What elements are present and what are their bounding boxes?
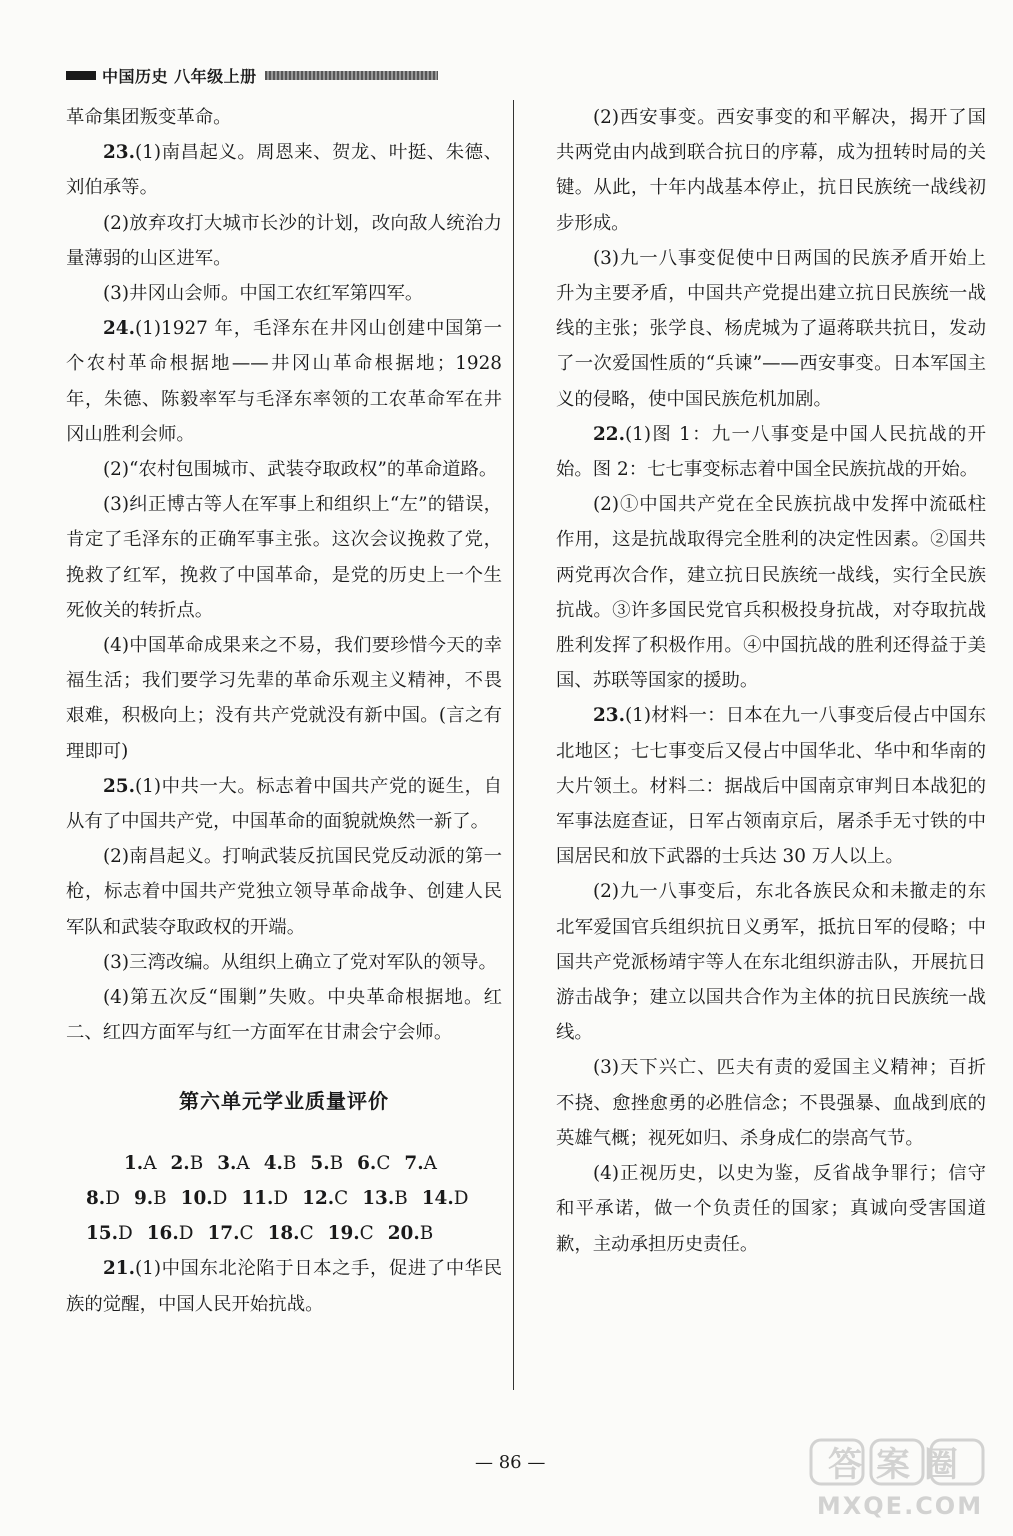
answer-text: (3)纠正博古等人在军事上和组织上“左”的错误，肯定了毛泽东的正确军事主张。这次会议挽救了党，挽救了红军，挽救了中国革命，是党的历史上一个生死攸关的转折点。 [66, 494, 502, 621]
choice-answer [147, 1223, 194, 1244]
choice-answer [124, 1153, 156, 1174]
choice-letter: D [118, 1223, 133, 1245]
choice-answer [217, 1153, 249, 1174]
answer-paragraph [66, 206, 502, 276]
choice-number: 1. [124, 1152, 144, 1174]
watermark-logo [805, 1432, 995, 1522]
choice-number: 9. [133, 1187, 154, 1209]
answer-paragraph [556, 487, 986, 698]
choice-answer [357, 1153, 390, 1174]
choice-number: 4. [263, 1152, 283, 1174]
question-number: 24. [103, 318, 135, 340]
answer-paragraph [66, 452, 502, 487]
answer-text: (1)1927 年，毛泽东在井冈山创建中国第一个农村革命根据地——井冈山革命根据地；1928 年，朱德、陈毅率军与毛泽东率领的工农革命军在井冈山胜利会师。 [66, 318, 502, 445]
choice-letter: D [212, 1187, 228, 1209]
choice-letter: D [273, 1187, 289, 1209]
question-number: 22. [593, 423, 625, 445]
choice-answer [328, 1223, 374, 1244]
answer-paragraph [66, 276, 502, 311]
answer-text: (4)中国革命成果来之不易，我们要珍惜今天的幸福生活；我们要学习先辈的革命乐观主义精神，不畏艰难，积极向上；没有共产党就没有新中国。(言之有理即可) [66, 635, 502, 762]
choice-number: 20. [387, 1223, 420, 1245]
answer-text: (3)井冈山会师。中国工农红军第四军。 [103, 283, 424, 305]
answer-text: (1)中共一大。标志着中国共产党的诞生，自从有了中国共产党，中国革命的面貌就焕然一新了。 [66, 775, 502, 833]
answer-text: (2)南昌起义。打响武装反抗国民党反动派的第一枪，标志着中国共产党独立领导革命战争、创建人民军队和武装夺取政权的开端。 [66, 846, 502, 938]
choice-answer [264, 1153, 297, 1174]
choice-letter: B [419, 1223, 434, 1245]
choice-letter: A [143, 1152, 157, 1174]
answer-paragraph [556, 698, 986, 874]
choice-answer-row [66, 1216, 502, 1251]
choice-number: 16. [146, 1223, 179, 1245]
answer-paragraph [556, 100, 986, 241]
choice-number: 18. [267, 1223, 300, 1245]
answer-text: (1)图 1：九一八事变是中国人民抗战的开始。图 2：七七事变标志着中国全民族抗战的开始。 [556, 423, 986, 481]
answer-text: 革命集团叛变革命。 [66, 107, 232, 128]
answer-text: (2)①中国共产党在全民族抗战中发挥中流砥柱作用，这是抗战取得完全胜利的决定性因素。②国共两党再次合作，建立抗日民族统一战线，实行全民族抗战。③许多国民党官兵积极投身抗战，对夺取抗战胜利发挥了积极作用。④中国抗战的胜利还得益于美国、苏联等国家的援助。 [556, 494, 986, 692]
question-number: 21. [103, 1258, 135, 1280]
answer-text: (4)第五次反“围剿”失败。中央革命根据地。红二、红四方面军与红一方面军在甘肃会宁会师。 [66, 987, 502, 1044]
choice-number: 8. [86, 1187, 106, 1209]
answer-text: (3)天下兴亡、匹夫有责的爱国主义精神；百折不挠、愈挫愈勇的必胜信念；不畏强暴、血战到底的英雄气概；视死如归、杀身成仁的崇高气节。 [556, 1057, 986, 1149]
answer-text: (1)南昌起义。周恩来、贺龙、叶挺、朱德、刘伯承等。 [66, 142, 502, 199]
answer-paragraph [556, 1156, 986, 1262]
choice-letter: A [236, 1152, 250, 1174]
answer-paragraph [556, 1050, 986, 1156]
choice-letter: C [334, 1187, 349, 1209]
answer-text: (2)放弃攻打大城市长沙的计划，改向敌人统治力量薄弱的山区进军。 [66, 212, 502, 269]
header-bar-right [265, 71, 438, 80]
choice-letter: C [359, 1223, 374, 1245]
answer-text: (1)材料一：日本在九一八事变后侵占中国东北地区；七七事变后又侵占中国华北、华中和华南的大片领土。材料二：据战后中国南京审判日本战犯的军事法庭查证，日军占领南京后，屠杀手无寸铁的中国居民和放下武器的士兵达 30 万人以上。 [556, 705, 986, 868]
answer-paragraph [66, 1251, 502, 1321]
column-divider [513, 100, 514, 1390]
answer-paragraph [556, 417, 986, 487]
answer-paragraph [66, 945, 502, 980]
choice-letter: D [453, 1187, 469, 1209]
answer-text: (1)中国东北沦陷于日本之手，促进了中华民族的觉醒，中国人民开始抗战。 [66, 1258, 502, 1315]
choice-answer [208, 1223, 254, 1244]
answer-text: (3)三湾改编。从组织上确立了党对军队的领导。 [103, 951, 497, 973]
answer-paragraph [66, 135, 502, 205]
choice-answer [310, 1153, 343, 1174]
choice-letter: B [282, 1152, 297, 1174]
choice-answer [86, 1223, 133, 1244]
question-number: 25. [103, 775, 135, 797]
choice-number: 3. [217, 1152, 237, 1174]
choice-answer [268, 1223, 314, 1244]
header-title: 中国历史 八年级上册 [102, 66, 257, 86]
choice-number: 5. [310, 1152, 330, 1174]
choice-letter: A [423, 1152, 437, 1174]
answer-text: (2)“农村包围城市、武装夺取政权”的革命道路。 [103, 459, 498, 481]
answer-paragraph [66, 839, 502, 945]
choice-number: 6. [357, 1152, 377, 1174]
choice-letter: D [105, 1187, 120, 1209]
choice-letter: B [189, 1152, 204, 1174]
choice-number: 12. [302, 1187, 335, 1209]
choice-letter: B [153, 1187, 167, 1209]
page-number: — 86 — [475, 1452, 546, 1473]
choice-letter: B [329, 1152, 344, 1174]
choice-answer [302, 1188, 348, 1209]
svg-text:MXQE.COM: MXQE.COM [816, 1492, 984, 1520]
answer-text: (2)九一八事变后，东北各族民众和未撤走的东北军爱国官兵组织抗日义勇军，抵抗日军的侵略；中国共产党派杨靖宇等人在东北组织游击队，开展抗日游击战争；建立以国共合作为主体的抗日民族统一战线。 [556, 881, 986, 1044]
choice-number: 17. [207, 1223, 240, 1245]
choice-number: 11. [241, 1187, 274, 1209]
answer-paragraph [66, 628, 502, 769]
answer-paragraph [66, 311, 502, 452]
answer-text: (4)正视历史，以史为鉴，反省战争罪行；信守和平承诺，做一个负责任的国家；真诚向受害国道歉，主动承担历史责任。 [556, 1163, 986, 1255]
answer-paragraph [556, 241, 986, 417]
choice-answer [388, 1223, 434, 1244]
choice-letter: B [394, 1187, 408, 1209]
choice-answer [404, 1153, 436, 1174]
choice-number: 10. [180, 1187, 213, 1209]
question-number: 23. [103, 142, 135, 164]
choice-answer [134, 1188, 167, 1209]
choice-answer [181, 1188, 228, 1209]
answer-text: (2)西安事变。西安事变的和平解决，揭开了国共两党由内战到联合抗日的序幕，成为扭转时局的关键。从此，十年内战基本停止，抗日民族统一战线初步形成。 [556, 107, 986, 234]
choice-number: 2. [170, 1152, 190, 1174]
right-column [556, 100, 986, 1262]
choice-number: 13. [362, 1187, 395, 1209]
choice-answer [422, 1188, 469, 1209]
header-bar-left [66, 71, 96, 80]
question-number: 23. [593, 705, 625, 727]
choice-answer [86, 1188, 120, 1209]
choice-letter: D [178, 1223, 194, 1245]
choice-letter: C [239, 1223, 254, 1245]
choice-letter: C [299, 1223, 314, 1245]
choice-letter: C [376, 1152, 391, 1174]
choice-number: 15. [86, 1223, 118, 1245]
answer-paragraph [66, 980, 502, 1050]
choice-number: 14. [421, 1187, 454, 1209]
left-column [66, 100, 502, 1322]
choice-answer [170, 1153, 203, 1174]
answer-paragraph [556, 874, 986, 1050]
answer-paragraph [66, 487, 502, 628]
choice-number: 19. [327, 1223, 360, 1245]
choice-answer-row [66, 1181, 502, 1216]
choice-answer-row [66, 1146, 502, 1181]
choice-answer [241, 1188, 288, 1209]
answer-paragraph [66, 769, 502, 839]
choice-number: 7. [404, 1152, 424, 1174]
answer-text: (3)九一八事变促使中日两国的民族矛盾开始上升为主要矛盾，中国共产党提出建立抗日民族统一战线的主张；张学良、杨虎城为了逼蒋联共抗日，发动了一次爱国性质的“兵谏”——西安事变。日本军国主义的侵略，使中国民族危机加剧。 [556, 247, 986, 410]
multiple-choice-answers [66, 1146, 502, 1252]
svg-text:答案圈: 答案圈 [828, 1445, 972, 1485]
choice-answer [362, 1188, 408, 1209]
running-header [66, 62, 438, 88]
answer-paragraph [66, 100, 502, 135]
section-title: 第六单元学业质量评价 [179, 1089, 389, 1114]
